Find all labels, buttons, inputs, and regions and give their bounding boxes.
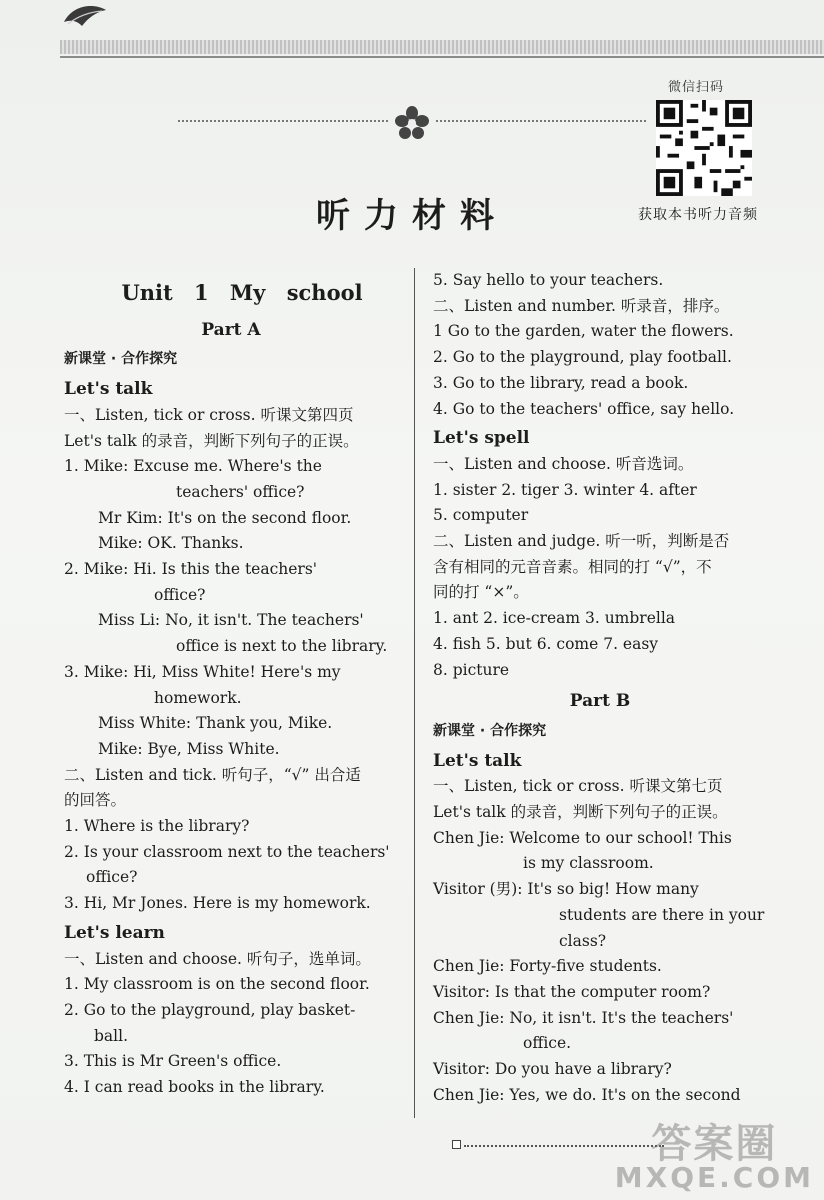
word-row: 5. computer	[433, 506, 529, 525]
dialogue-line: Mr Kim: It's on the second floor.	[98, 508, 352, 527]
dialogue-line: Miss White: Thank you, Mike.	[98, 714, 333, 733]
lets-spell-heading: Let's spell	[433, 428, 530, 449]
dialogue-line: office.	[523, 1034, 572, 1053]
dialogue-line: Chen Jie: Welcome to our school! This	[433, 828, 732, 847]
ornament-dots-left	[178, 120, 388, 126]
dialogue-line: 1. Mike: Excuse me. Where's the	[64, 457, 322, 476]
site-watermark	[614, 1121, 814, 1194]
lets-learn-heading: Let's learn	[64, 922, 165, 943]
dialogue-line: office is next to the library.	[176, 637, 388, 656]
instruction-line: 一、Listen, tick or cross. 听课文第四页	[64, 405, 354, 424]
list-item: 3. This is Mr Green's office.	[64, 1052, 282, 1071]
page-title: 听力材料	[316, 196, 508, 236]
dialogue-line: homework.	[154, 688, 242, 707]
dialogue-line: 3. Mike: Hi, Miss White! Here's my	[64, 662, 341, 681]
ornament-dots-right	[436, 120, 646, 126]
dialogue-line: Visitor (男): It's so big! How many	[433, 880, 699, 899]
header-band	[60, 40, 824, 54]
list-item: 3. Go to the library, read a book.	[433, 373, 689, 392]
section-label: 新课堂 · 合作探究	[64, 351, 178, 368]
qr-code-icon[interactable]	[656, 100, 752, 196]
part-b-heading: Part B	[569, 691, 631, 712]
flower-ornament-icon	[394, 105, 430, 141]
instruction-line: 的回答。	[64, 791, 127, 810]
list-item: office?	[86, 868, 138, 887]
section-label: 新课堂 · 合作探究	[433, 722, 547, 739]
dialogue-line: 2. Mike: Hi. Is this the teachers'	[64, 560, 318, 579]
word-row: 4. fish 5. but 6. come 7. easy	[433, 634, 659, 653]
instruction-line: 一、Listen and choose. 听句子，选单词。	[64, 949, 371, 968]
list-item: 3. Hi, Mr Jones. Here is my homework.	[64, 894, 371, 913]
instruction-line: Let's talk 的录音，判断下列句子的正误。	[433, 803, 728, 822]
list-item: ball.	[94, 1026, 129, 1045]
qr-caption: 获取本书听力音频	[638, 207, 758, 223]
dialogue-line: Chen Jie: Forty-five students.	[433, 957, 662, 976]
right-column	[433, 268, 767, 1109]
dialogue-line: Visitor: Do you have a library?	[433, 1060, 672, 1079]
dialogue-line: teachers' office?	[176, 482, 305, 501]
list-item: 4. I can read books in the library.	[64, 1078, 325, 1097]
list-item: 5. Say hello to your teachers.	[433, 271, 664, 289]
qr-label: 微信扫码	[668, 80, 725, 95]
dialogue-line: Visitor: Is that the computer room?	[433, 982, 711, 1001]
leaf-logo-icon	[62, 2, 108, 28]
list-item: 2. Go to the playground, play basket-	[64, 1000, 356, 1019]
instruction-line: 二、Listen and number. 听录音，排序。	[433, 296, 730, 315]
instruction-line: 二、Listen and tick. 听句子，“√” 出合适	[64, 765, 361, 784]
dialogue-line: Miss Li: No, it isn't. The teachers'	[98, 611, 364, 630]
dialogue-line: Mike: Bye, Miss White.	[98, 739, 280, 758]
watermark-main: 答案圈	[651, 1121, 778, 1167]
word-row: 1. sister 2. tiger 3. winter 4. after	[433, 480, 697, 499]
column-divider	[414, 268, 415, 1118]
left-column	[64, 268, 398, 1101]
watermark-sub: MXQE.COM	[614, 1161, 814, 1194]
instruction-line: 一、Listen and choose. 听音选词。	[433, 454, 694, 473]
instruction-line: 二、Listen and judge. 听一听，判断是否	[433, 532, 730, 551]
list-item: 1. My classroom is on the second floor.	[64, 975, 370, 994]
dialogue-line: Chen Jie: Yes, we do. It's on the second	[433, 1085, 741, 1104]
list-item: 1. Where is the library?	[64, 817, 250, 836]
instruction-line: 一、Listen, tick or cross. 听课文第七页	[433, 777, 723, 796]
unit-title: Unit 1 My school	[121, 280, 363, 305]
list-item: 2. Is your classroom next to the teachers'	[64, 842, 390, 861]
instruction-line: 含有相同的元音音素。相同的打 “√”，不	[433, 557, 712, 576]
word-row: 1. ant 2. ice-cream 3. umbrella	[433, 609, 676, 628]
header-rule	[60, 56, 824, 58]
lets-talk-heading: Let's talk	[64, 379, 153, 400]
dialogue-line: students are there in your	[559, 905, 765, 924]
dialogue-line: office?	[154, 585, 206, 604]
instruction-line: Let's talk 的录音，判断下列句子的正误。	[64, 431, 359, 450]
list-item: 2. Go to the playground, play football.	[433, 348, 732, 367]
list-item: 4. Go to the teachers' office, say hello.	[433, 399, 735, 418]
instruction-line: 同的打 “×”。	[433, 583, 529, 602]
dialogue-line: Mike: OK. Thanks.	[98, 534, 244, 553]
footer-marker	[452, 1140, 461, 1149]
dialogue-line: Chen Jie: No, it isn't. It's the teachers'	[433, 1008, 734, 1027]
lets-talk-heading: Let's talk	[433, 750, 522, 771]
word-row: 8. picture	[433, 660, 510, 679]
list-item: 1 Go to the garden, water the flowers.	[433, 322, 734, 341]
part-a-heading: Part A	[201, 319, 261, 340]
dialogue-line: is my classroom.	[523, 854, 654, 873]
dialogue-line: class?	[559, 931, 607, 950]
